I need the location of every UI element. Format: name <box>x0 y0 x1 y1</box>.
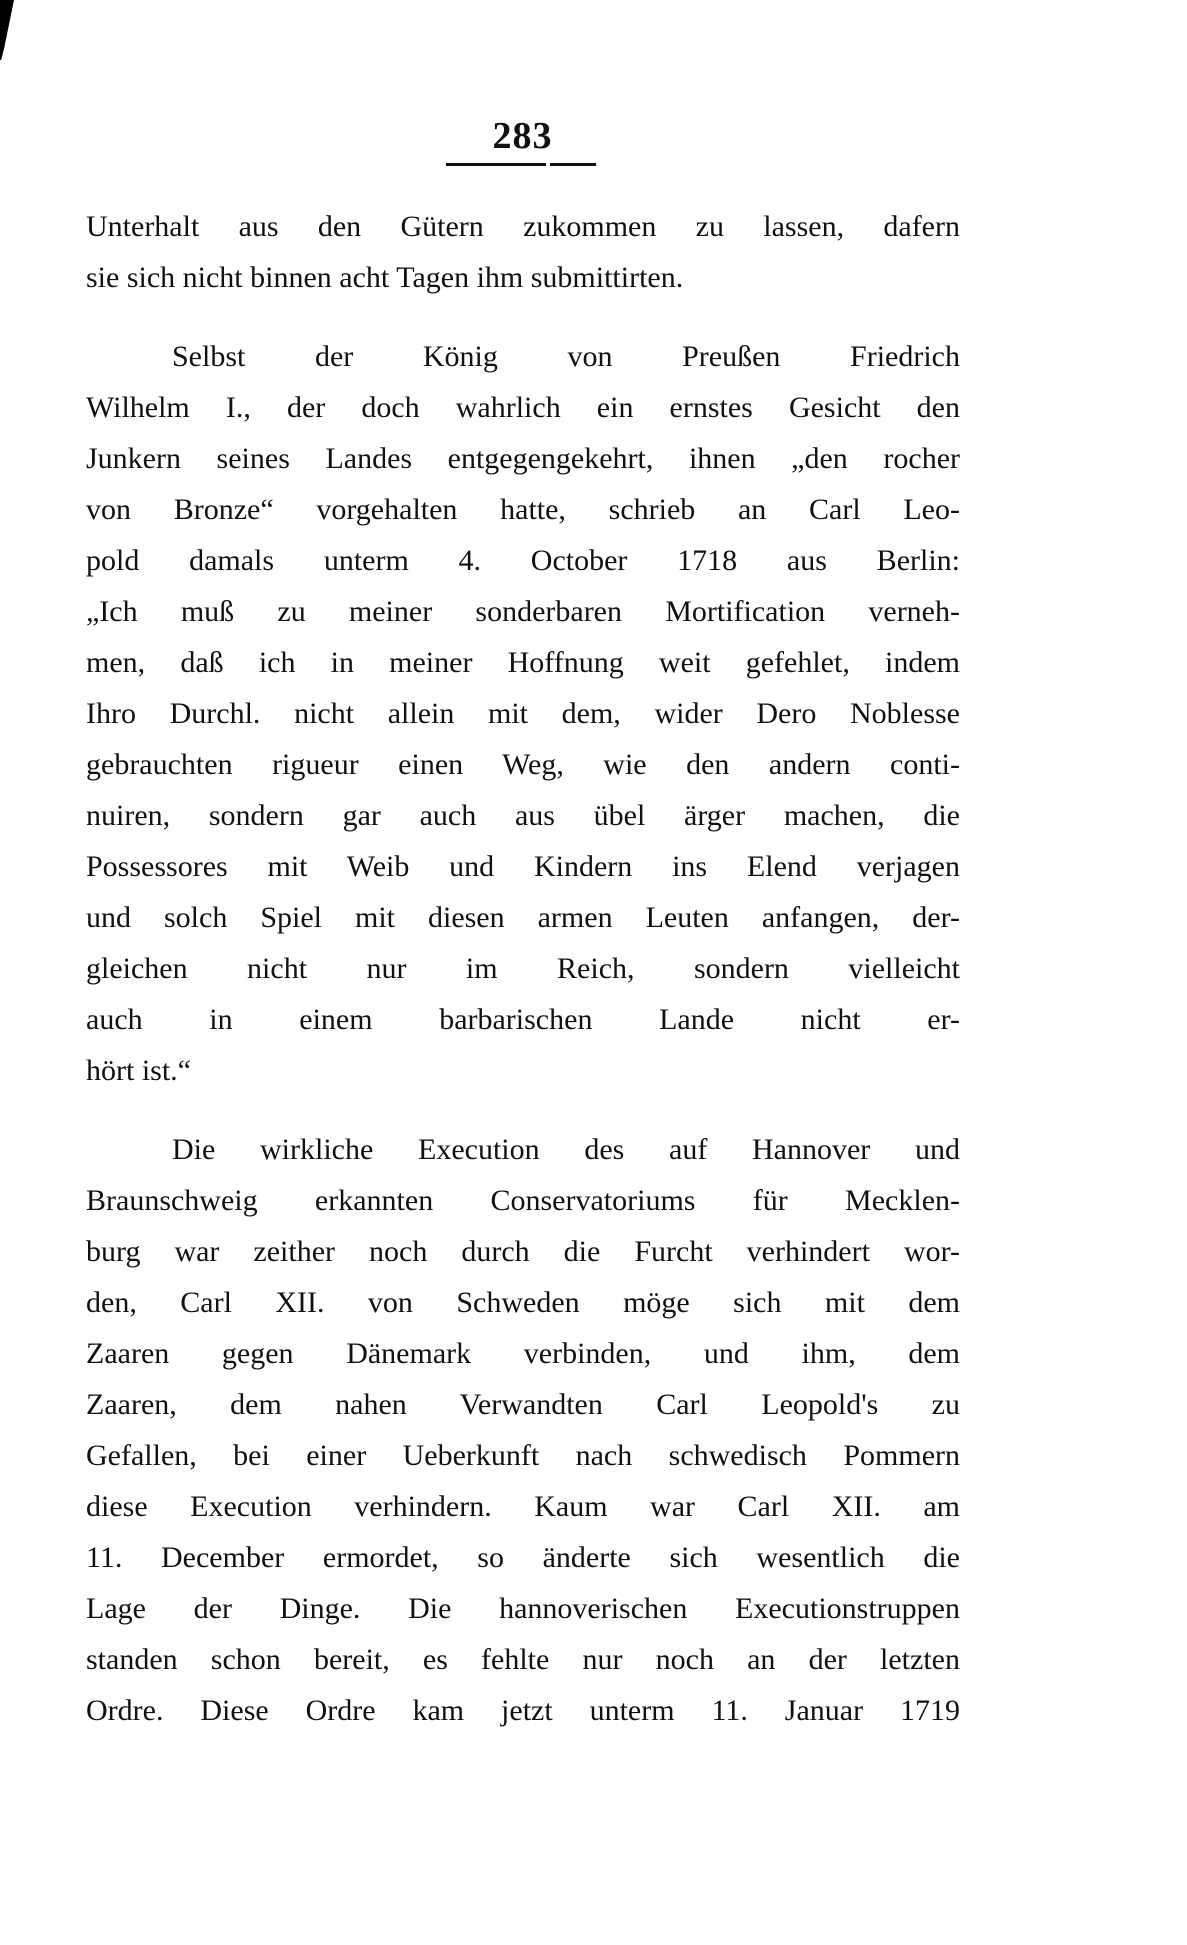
text-line: Possessores mit Weib und Kindern ins Elend verjagen <box>86 850 960 883</box>
paragraph-3 <box>86 1124 960 1736</box>
paragraph-1 <box>86 201 960 303</box>
text-line: standen schon bereit, es fehlte nur noch an der letzten <box>86 1643 960 1676</box>
text-line: Die wirkliche Execution des auf Hannover und <box>172 1133 960 1166</box>
text-line: sie sich nicht binnen acht Tagen ihm submittirten. <box>86 261 684 294</box>
text-line: Unterhalt aus den Gütern zukommen zu lassen, dafern <box>86 210 960 243</box>
text-line: Ordre. Diese Ordre kam jetzt unterm 11. Januar 1719 <box>86 1694 960 1727</box>
text-line: burg war zeither noch durch die Furcht verhindert wor- <box>86 1235 960 1268</box>
text-line: Zaaren gegen Dänemark verbinden, und ihm, dem <box>86 1337 960 1370</box>
text-line: hört ist.“ <box>86 1054 191 1087</box>
text-line: Gefallen, bei einer Ueberkunft nach schwedisch Pommern <box>86 1439 960 1472</box>
scan-edge-mark <box>0 0 14 60</box>
text-line: Ihro Durchl. nicht allein mit dem, wider Dero Noblesse <box>86 697 960 730</box>
text-line: gleichen nicht nur im Reich, sondern vielleicht <box>86 952 960 985</box>
text-line: „Ich muß zu meiner sonderbaren Mortification verneh- <box>86 595 960 628</box>
text-line: diese Execution verhindern. Kaum war Carl XII. am <box>86 1490 960 1523</box>
text-line: auch in einem barbarischen Lande nicht er- <box>86 1003 960 1036</box>
text-line: von Bronze“ vorgehalten hatte, schrieb an Carl Leo- <box>86 493 960 526</box>
text-line: Zaaren, dem nahen Verwandten Carl Leopold's zu <box>86 1388 960 1421</box>
text-line: Lage der Dinge. Die hannoverischen Executionstruppen <box>86 1592 960 1625</box>
text-line: Wilhelm I., der doch wahrlich ein ernstes Gesicht den <box>86 391 960 424</box>
body-text <box>86 201 960 1736</box>
text-line: Braunschweig erkannten Conservatoriums für Mecklen- <box>86 1184 960 1217</box>
text-line: pold damals unterm 4. October 1718 aus Berlin: <box>86 544 960 577</box>
paragraph-2 <box>86 331 960 1096</box>
text-line: 11. December ermordet, so änderte sich wesentlich die <box>86 1541 960 1574</box>
text-line: Junkern seines Landes entgegengekehrt, ihnen „den rocher <box>86 442 960 475</box>
text-line: men, daß ich in meiner Hoffnung weit gefehlet, indem <box>86 646 960 679</box>
page-number: 283 <box>492 115 553 157</box>
text-line: nuiren, sondern gar auch aus übel ärger machen, die <box>86 799 960 832</box>
text-line: und solch Spiel mit diesen armen Leuten anfangen, der- <box>86 901 960 934</box>
header-rule <box>446 163 596 166</box>
text-line: den, Carl XII. von Schweden möge sich mit dem <box>86 1286 960 1319</box>
text-line: Selbst der König von Preußen Friedrich <box>172 340 960 373</box>
text-line: gebrauchten rigueur einen Weg, wie den andern conti- <box>86 748 960 781</box>
